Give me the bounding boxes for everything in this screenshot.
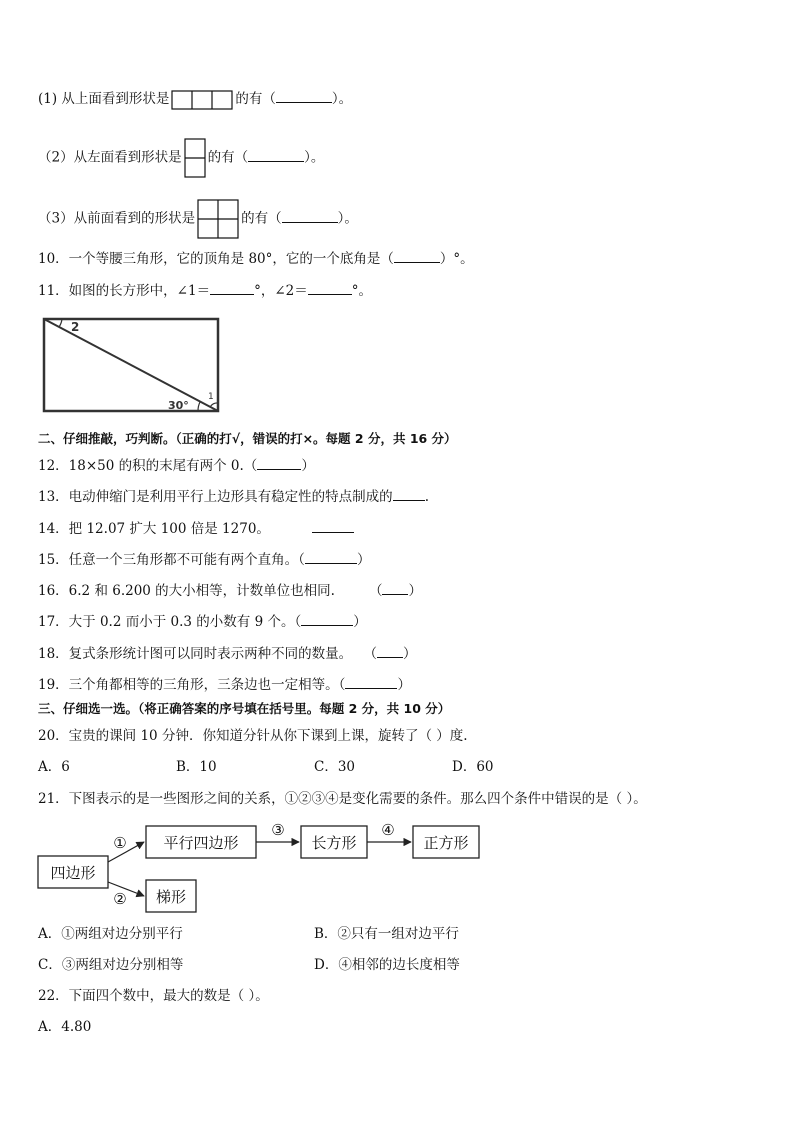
q11-text: 11．如图的长方形中，∠1＝ — [38, 283, 211, 299]
q13-text: 13．电动伸缩门是利用平行上边形具有稳定性的特点制成的 — [38, 489, 393, 505]
q11-mid: °，∠2＝ — [254, 283, 308, 299]
q18-end: ） — [402, 646, 417, 662]
q9-sub1 — [38, 88, 352, 110]
q18 — [38, 643, 416, 664]
box-trapezoid-label: 梯形 — [155, 888, 187, 906]
q19 — [38, 674, 411, 695]
q15-end: ） — [356, 552, 371, 568]
q19-blank[interactable] — [345, 674, 397, 689]
four-squares-grid-icon — [197, 199, 239, 239]
three-squares-row-icon — [171, 90, 233, 110]
q20-option-b[interactable]: B．10 — [176, 759, 217, 775]
q18-text: 18．复式条形统计图可以同时表示两种不同的数量。 — [38, 646, 353, 662]
q20-option-a[interactable]: A．6 — [38, 759, 70, 775]
q11-angle-1-label: 1 — [208, 392, 214, 402]
condition-4-label: ④ — [381, 821, 395, 839]
q16-text: 16．6.2 和 6.200 的大小相等，计数单位也相同. — [38, 583, 335, 599]
q9-sub3 — [38, 199, 358, 239]
q13-end: . — [424, 489, 429, 505]
q9-sub1-post: 的有（ — [235, 91, 276, 107]
q11-blank-2[interactable] — [308, 280, 352, 295]
q9-sub1-blank[interactable] — [276, 88, 332, 103]
q11 — [38, 280, 372, 301]
q16-end: ） — [408, 583, 422, 599]
q20-option-c[interactable]: C．30 — [314, 759, 356, 775]
q21-option-a[interactable]: A．①两组对边分别平行 — [38, 926, 183, 942]
box-parallelogram-label: 平行四边形 — [163, 834, 239, 852]
q9-sub3-post: 的有（ — [241, 210, 282, 227]
q14-text: 14．把 12.07 扩大 100 倍是 1270。 — [38, 521, 270, 537]
condition-3-label: ③ — [271, 821, 285, 839]
q18-open: （ — [370, 646, 377, 662]
q12-text: 12．18×50 的积的末尾有两个 0.（ — [38, 458, 258, 474]
box-quadrilateral-label: 四边形 — [50, 864, 96, 882]
q12-blank[interactable] — [257, 455, 301, 470]
box-square-label: 正方形 — [423, 834, 469, 852]
q19-end: ） — [397, 677, 411, 693]
q20-text: 20．宝贵的课间 10 分钟．你知道分针从你下课到上课，旋转了（ ）度. — [38, 728, 468, 744]
box-rectangle-label: 长方形 — [311, 834, 357, 852]
q10 — [38, 248, 474, 269]
q16 — [38, 580, 422, 601]
two-squares-column-icon — [184, 138, 206, 178]
q21-shape-relation-diagram — [36, 820, 486, 920]
section-2-heading: 二、仔细推敲，巧判断。（正确的打√，错误的打×。每题 2 分，共 16 分） — [38, 431, 457, 446]
q9-sub1-end: ）。 — [331, 91, 353, 107]
q11-blank-1[interactable] — [210, 280, 254, 295]
q10-end: ）°。 — [439, 251, 474, 267]
q13 — [38, 486, 429, 507]
q17-end: ） — [353, 614, 367, 630]
condition-1-label: ① — [113, 834, 127, 852]
q12-end: ） — [301, 458, 315, 474]
q11-angle-30-label: 30° — [168, 399, 189, 412]
q9-sub2-blank[interactable] — [248, 147, 304, 162]
q9-sub2-pre: （2）从左面看到形状是 — [38, 149, 182, 166]
q13-blank[interactable] — [393, 486, 425, 501]
q10-blank[interactable] — [394, 248, 440, 263]
q16-open: （ — [368, 583, 383, 599]
q18-blank[interactable] — [377, 643, 403, 658]
q15-text: 15．任意一个三角形都不可能有两个直角。（ — [38, 552, 305, 568]
q9-sub2-post: 的有（ — [207, 149, 249, 166]
q16-blank[interactable] — [382, 580, 408, 595]
q9-sub3-pre: （3）从前面看到的形状是 — [38, 210, 196, 227]
q15-blank[interactable] — [305, 549, 357, 564]
q22-option-a[interactable]: A．4.80 — [38, 1019, 92, 1035]
q11-end: °。 — [351, 283, 372, 299]
q20-option-d[interactable]: D．60 — [452, 759, 494, 775]
q12 — [38, 455, 315, 476]
condition-2-label: ② — [113, 890, 127, 908]
q22-text: 22．下面四个数中，最大的数是（ ）。 — [38, 988, 269, 1004]
q9-sub2-end: ）。 — [304, 149, 325, 166]
q15 — [38, 549, 370, 570]
q14-blank[interactable] — [312, 518, 354, 533]
q21-option-c[interactable]: C．③两组对边分别相等 — [38, 957, 184, 973]
q11-angle-2-label: 2 — [71, 320, 80, 334]
q11-rectangle-figure — [40, 315, 224, 415]
q17 — [38, 611, 367, 632]
q14 — [38, 518, 354, 539]
q10-text: 10．一个等腰三角形，它的顶角是 80°，它的一个底角是（ — [38, 251, 394, 267]
q17-blank[interactable] — [301, 611, 353, 626]
q9-sub3-end: ）。 — [337, 210, 358, 227]
q21-text: 21．下图表示的是一些图形之间的关系，①②③④是变化需要的条件。那么四个条件中错误的是（ ）。 — [38, 791, 647, 807]
q19-text: 19．三个角都相等的三角形，三条边也一定相等。（ — [38, 677, 346, 693]
q9-sub3-blank[interactable] — [282, 208, 338, 223]
section-3-heading: 三、仔细选一选。（将正确答案的序号填在括号里。每题 2 分，共 10 分） — [38, 701, 451, 716]
q9-sub2 — [38, 138, 324, 178]
q21-option-b[interactable]: B．②只有一组对边平行 — [314, 926, 459, 942]
q9-sub1-pre: (1) 从上面看到形状是 — [38, 91, 170, 107]
q21-option-d[interactable]: D．④相邻的边长度相等 — [314, 957, 460, 973]
q17-text: 17．大于 0.2 而小于 0.3 的小数有 9 个。（ — [38, 614, 302, 630]
